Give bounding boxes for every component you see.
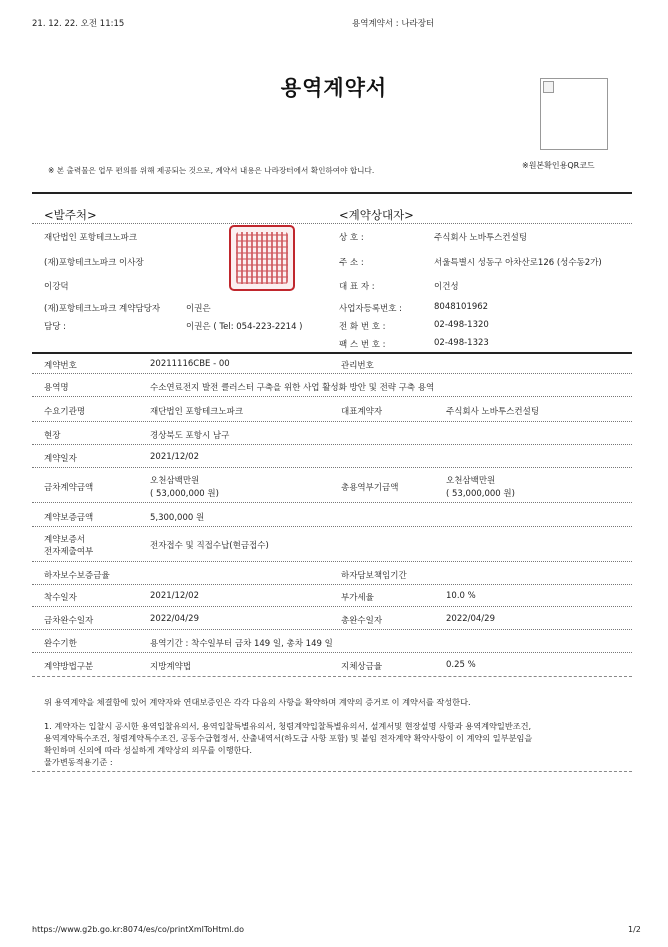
qr-code-image	[540, 78, 608, 150]
clause-1-line-3: 확인하며 신의에 따라 성실하게 계약상의 의무를 이행한다.	[44, 745, 253, 755]
vat-label: 부가세율	[341, 593, 374, 603]
orderer-contact-label: 담당 :	[44, 322, 66, 332]
row-divider	[32, 396, 632, 397]
demand-org-label: 수요기관명	[44, 407, 86, 417]
vat: 10.0 %	[446, 591, 476, 601]
start-date: 2021/12/02	[150, 591, 199, 601]
row-divider	[32, 526, 632, 527]
clause-1-line-2: 용역계약특수조건, 청렴계약특수조건, 공동수급협정서, 산출내역서(하도급 사항 포함) 및 붙임 전자계약 확약사항이 이 계약의 일부분임을	[44, 733, 533, 743]
broken-image-icon	[543, 81, 554, 93]
clause-1-line-1: 1. 계약자는 입찰시 공시한 용역입찰유의서, 용역입찰특별유의서, 청렴계약입찰특별유의서, 설계서및 현장설명 사항과 용역계약일반조건,	[44, 721, 532, 731]
row-divider	[32, 652, 632, 653]
print-url: https://www.g2b.go.kr:8074/es/co/printXmlToHtml.do	[32, 925, 244, 934]
period-label: 완수기한	[44, 639, 77, 649]
contract-no: 20211116CBE - 00	[150, 359, 230, 369]
rep-contractor-label: 대표계약자	[341, 407, 383, 417]
section-divider	[32, 223, 632, 224]
contractor-label: 대 표 자 :	[339, 282, 375, 292]
penalty-label: 지체상금율	[341, 662, 383, 672]
official-seal-stamp	[229, 225, 295, 291]
total-end-label: 총완수일자	[341, 616, 383, 626]
contractor-value: 서울특별시 성동구 아차산로126 (성수동2가)	[434, 258, 602, 268]
contractor-value: 02-498-1323	[434, 338, 489, 348]
row-divider	[32, 467, 632, 468]
orderer-manager-label: (재)포항테크노파크 계약담당자	[44, 304, 161, 314]
orderer-contact: 이권은 ( Tel: 054-223-2214 )	[186, 322, 303, 332]
contractor-value: 주식회사 노바투스컨설팅	[434, 233, 528, 243]
contractor-value: 8048101962	[434, 302, 489, 312]
row-divider	[32, 444, 632, 445]
contract-statement: 위 용역계약을 체결함에 있어 계약자와 연대보증인은 각각 다음의 사항을 확약하며 계약의 증거로 이 계약서를 작성한다.	[44, 697, 471, 707]
document-title: 용역계약서	[280, 76, 388, 100]
orderer-heading: <발주처>	[44, 208, 97, 222]
price-adjust-label: 물가변동적용기준 :	[44, 757, 113, 767]
row-divider	[32, 373, 632, 374]
site: 경상북도 포항시 남구	[150, 431, 230, 441]
notice-text: ※ 본 출력물은 업무 편의를 위해 제공되는 것으로, 계약서 내용은 나라장터에서 확인하여야 합니다.	[48, 166, 375, 175]
total-amount-num: ( 53,000,000 원)	[446, 489, 515, 499]
site-label: 현장	[44, 431, 61, 441]
contract-date: 2021/12/02	[150, 452, 199, 462]
service-name: 수소연료전지 발전 클러스터 구축을 위한 사업 활성화 방안 및 전략 구축 용역	[150, 383, 435, 393]
row-divider	[32, 421, 632, 422]
top-divider	[32, 192, 632, 194]
period: 용역기간 : 착수일부터 금차 149 일, 총차 149 일	[150, 639, 333, 649]
contractor-value: 02-498-1320	[434, 320, 489, 330]
contractor-label: 팩 스 번 호 :	[339, 340, 386, 350]
penalty: 0.25 %	[446, 660, 476, 670]
contract-no-label: 계약번호	[44, 361, 77, 371]
row-divider	[32, 502, 632, 503]
end-date-label: 금차완수일자	[44, 616, 94, 626]
orderer-manager-name: 이권은	[186, 304, 211, 314]
demand-org: 재단법인 포항테크노파크	[150, 407, 244, 417]
qr-label: ※원본확인용QR코드	[522, 161, 595, 170]
table-top-border	[32, 352, 632, 354]
print-page-title: 용역계약서 : 나라장터	[352, 19, 435, 29]
row-divider	[32, 584, 632, 585]
print-datetime: 21. 12. 22. 오전 11:15	[32, 19, 125, 29]
orderer-ceo-title: (재)포항테크노파크 이사장	[44, 258, 144, 268]
start-date-label: 착수일자	[44, 593, 77, 603]
table-bottom-border	[32, 676, 632, 677]
contractor-heading: <계약상대자>	[339, 208, 414, 222]
contract-date-label: 계약일자	[44, 454, 77, 464]
total-end: 2022/04/29	[446, 614, 495, 624]
contractor-value: 이건성	[434, 282, 459, 292]
row-divider	[32, 629, 632, 630]
deposit: 5,300,000 원	[150, 513, 205, 523]
method: 지방계약법	[150, 662, 192, 672]
amount-num: ( 53,000,000 원)	[150, 489, 219, 499]
print-page-number: 1/2	[628, 925, 641, 934]
amount-text: 오천삼백만원	[150, 476, 200, 486]
deposit-label: 계약보증금액	[44, 513, 94, 523]
bottom-divider	[32, 771, 632, 772]
total-amount-label: 총용역부기금액	[341, 483, 399, 493]
deposit-doc-label-2: 전자제출여부	[44, 547, 94, 557]
contractor-label: 주 소 :	[339, 258, 364, 268]
contractor-label: 전 화 번 호 :	[339, 322, 386, 332]
defect-period-label: 하자담보책임기간	[341, 571, 407, 581]
service-name-label: 용역명	[44, 383, 69, 393]
contractor-label: 상 호 :	[339, 233, 364, 243]
mgmt-no-label: 관리번호	[341, 361, 374, 371]
rep-contractor: 주식회사 노바투스컨설팅	[446, 407, 540, 417]
contractor-label: 사업자등록번호 :	[339, 304, 403, 314]
deposit-doc: 전자접수 및 직접수납(현금접수)	[150, 541, 269, 551]
method-label: 계약방법구분	[44, 662, 94, 672]
defect-deposit-label: 하자보수보증금율	[44, 571, 110, 581]
deposit-doc-label: 계약보증서	[44, 535, 86, 545]
row-divider	[32, 606, 632, 607]
row-divider	[32, 561, 632, 562]
orderer-ceo-name: 이강덕	[44, 282, 69, 292]
end-date: 2022/04/29	[150, 614, 199, 624]
amount-label: 금차계약금액	[44, 483, 94, 493]
total-amount-text: 오천삼백만원	[446, 476, 496, 486]
orderer-org: 재단법인 포항테크노파크	[44, 233, 138, 243]
